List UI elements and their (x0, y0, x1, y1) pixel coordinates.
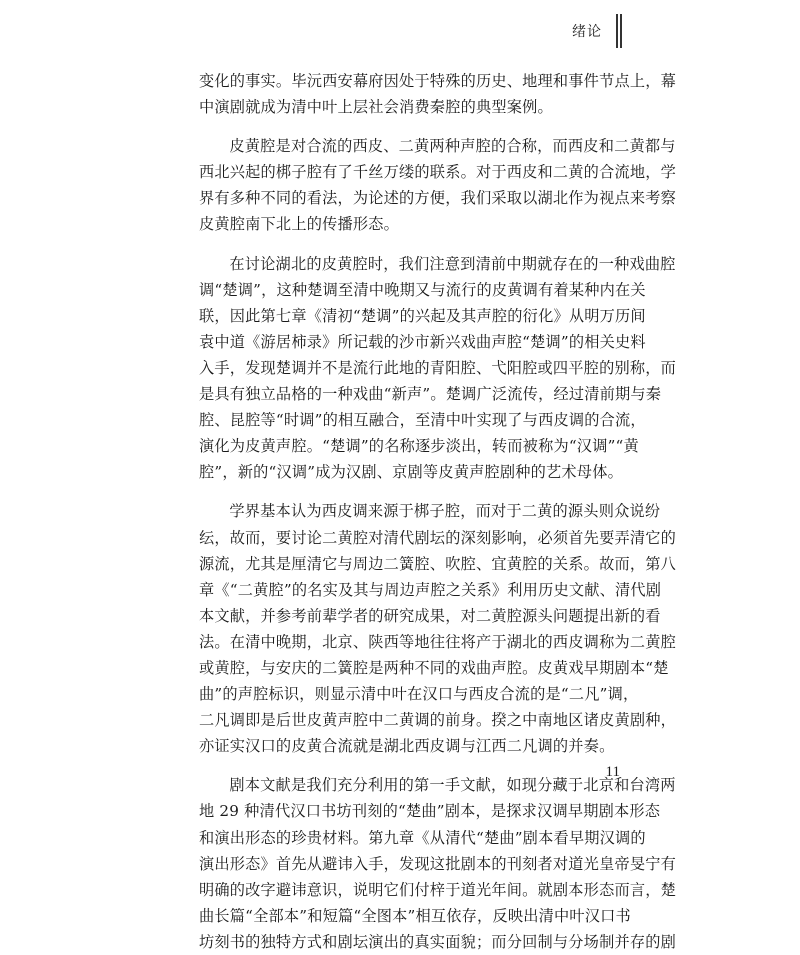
paragraph-gap (199, 120, 619, 133)
paragraph (199, 498, 677, 759)
text-line: 地 29 种清代汉口书坊刊刻的“楚曲”剧本，是探求汉调早期剧本形态 (199, 802, 661, 821)
running-head (0, 14, 800, 48)
text-line: 曲长篇“全部本”和短篇“全图本”相互依存，反映出清中叶汉口书 (199, 906, 631, 925)
header-rule (620, 14, 622, 48)
text-line: 调“楚调”，这种楚调至清中晚期又与流行的皮黄调有着某种内在关 (199, 280, 646, 299)
text-line: 本文献，并参考前辈学者的研究成果，对二黄腔源头问题提出新的看 (199, 606, 661, 625)
text-line: 坊刻书的独特方式和剧坛演出的真实面貌；而分回制与分场制并存的剧 (199, 932, 677, 951)
text-line: 法。在清中晚期，北京、陕西等地往往将产于湖北的西皮调称为二黄腔 (199, 632, 677, 651)
paragraph (199, 68, 677, 120)
text-line: 联，因此第七章《清初“楚调”的兴起及其声腔的衍化》从明万历间 (199, 306, 646, 325)
page-number: 11 (605, 764, 620, 780)
text-line: 袁中道《游居柿录》所记载的沙市新兴戏曲声腔“楚调”的相关史料 (199, 332, 646, 351)
text-line: 和演出形态的珍贵材料。第九章《从清代“楚曲”剧本看早期汉调的 (199, 828, 646, 847)
text-line: 演出形态》首先从避讳入手，发现这批剧本的刊刻者对道光皇帝旻宁有 (199, 854, 677, 873)
paragraph-gap (199, 238, 619, 251)
paragraph-gap (199, 759, 619, 772)
text-line: 亦证实汉口的皮黄合流就是湖北西皮调与江西二凡调的并奏。 (199, 737, 615, 756)
text-line: 皮黄腔是对合流的西皮、二黄两种声腔的合称，而西皮和二黄都与 (229, 137, 676, 156)
text-line: 曲”的声腔标识，则显示清中叶在汉口与西皮合流的是“二凡”调， (199, 685, 639, 704)
text-line: 在讨论湖北的皮黄腔时，我们注意到清前中期就存在的一种戏曲腔 (229, 254, 676, 273)
paragraph (199, 133, 677, 237)
text-line: 纭，故而，要讨论二黄腔对清代剧坛的深刻影响，必须首先要弄清它的 (199, 528, 677, 547)
text-line: 腔”，新的“汉调”成为汉剧、京剧等皮黄声腔剧种的艺术母体。 (199, 463, 623, 482)
text-line: 界有多种不同的看法，为论述的方便，我们采取以湖北作为视点来考察 (199, 189, 677, 208)
text-line: 学界基本认为西皮调来源于梆子腔，而对于二黄的源头则众说纷 (229, 502, 661, 521)
text-line: 源流，尤其是厘清它与周边二簧腔、吹腔、宜黄腔的关系。故而，第八 (199, 554, 677, 573)
text-line: 变化的事实。毕沅西安幕府因处于特殊的历史、地理和事件节点上，幕 (199, 72, 677, 90)
header-rule (616, 14, 618, 48)
text-line: 二凡调即是后世皮黄声腔中二黄调的前身。揆之中南地区诸皮黄剧种， (199, 711, 677, 730)
paragraph (199, 251, 677, 486)
text-line: 是具有独立品格的一种戏曲“新声”。楚调广泛流传，经过清前期与秦 (199, 385, 662, 404)
text-line: 剧本文献是我们充分利用的第一手文献，如现分藏于北京和台湾两 (229, 776, 676, 795)
text-line: 入手，发现楚调并不是流行此地的青阳腔、弋阳腔或四平腔的别称，而 (199, 358, 677, 377)
paragraph-gap (199, 485, 619, 498)
text-line: 西北兴起的梆子腔有了千丝万缕的联系。对于西皮和二黄的合流地，学 (199, 163, 677, 182)
text-line: 演化为皮黄声腔。“楚调”的名称逐步淡出，转而被称为“汉调”“黄 (199, 437, 639, 456)
text-line: 中演剧就成为清中叶上层社会消费秦腔的典型案例。 (199, 98, 553, 117)
text-line: 明确的改字避讳意识，说明它们付梓于道光年间。就剧本形态而言，楚 (199, 880, 677, 899)
body-text (199, 68, 677, 955)
text-line: 腔、昆腔等“时调”的相互融合，至清中叶实现了与西皮调的合流， (199, 411, 646, 430)
text-line: 或黄腔，与安庆的二簧腔是两种不同的戏曲声腔。皮黄戏早期剧本“楚 (199, 658, 669, 677)
running-title: 绪论 (572, 24, 602, 40)
text-line: 章《“二黄腔”的名实及其与周边声腔之关系》利用历史文献、清代剧 (199, 580, 662, 599)
text-line: 皮黄腔南下北上的传播形态。 (199, 215, 400, 234)
